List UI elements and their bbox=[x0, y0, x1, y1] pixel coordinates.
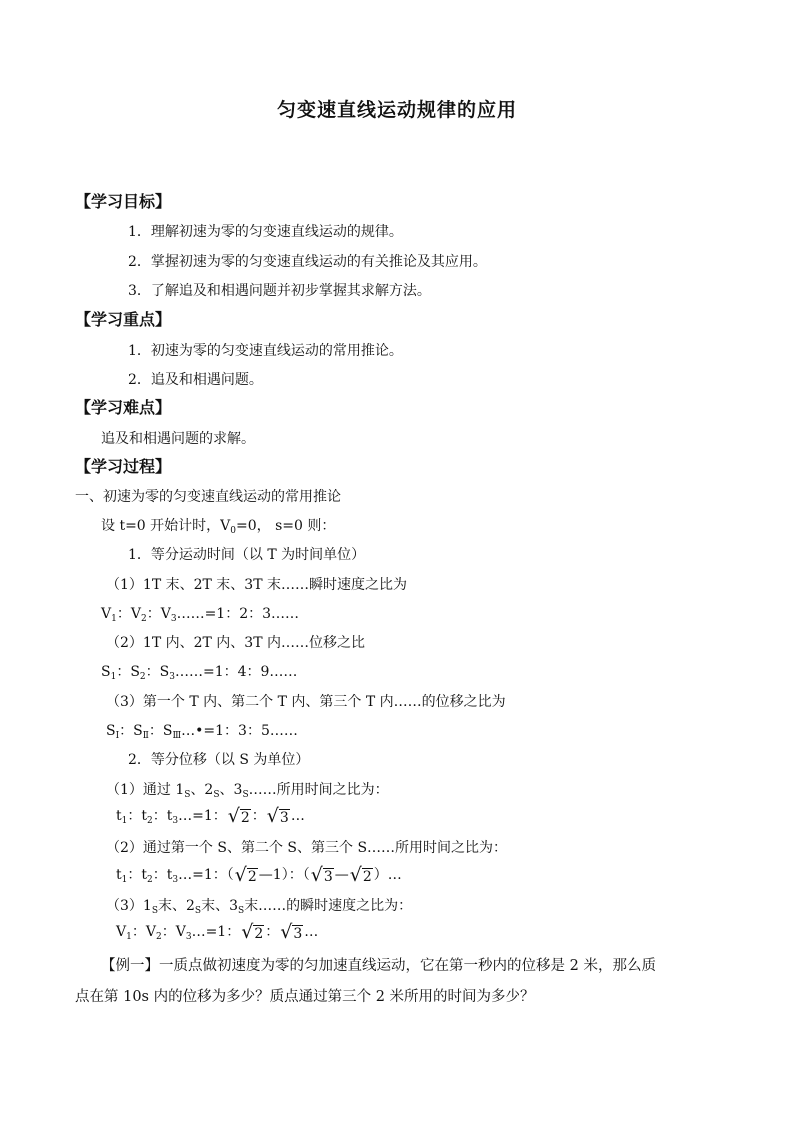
example-line-2: 点在第 10s 内的位移为多少？质点通过第三个 2 米所用的时间为多少？ bbox=[75, 989, 535, 1005]
equal-time-item-2: （2）1T 内、2T 内、3T 内……位移之比 bbox=[106, 635, 365, 651]
section-process-heading: 【学习过程】 bbox=[75, 457, 172, 476]
equal-displacement-item-1: （1）通过 $1_S$、$2_S$、$3_S\dots\dots$所用时间之比为： bbox=[106, 782, 389, 800]
difficult-item: 追及和相遇问题的求解。 bbox=[101, 431, 255, 447]
equal-time-item-1: （1）1T 末、2T 末、3T 末……瞬时速度之比为 bbox=[106, 577, 407, 593]
time-ratio-formula-2: $t_1$：$t_2$：$t_3\dots=1$：（√2 —1）：（√3 —√2 ）… bbox=[116, 864, 402, 886]
goal-item: 2．掌握初速为零的匀变速直线运动的有关推论及其应用。 bbox=[128, 254, 487, 270]
page-title: 匀变速直线运动规律的应用 bbox=[276, 99, 517, 121]
goal-item: 3．了解追及和相遇问题并初步掌握其求解方法。 bbox=[128, 283, 431, 299]
interval-displacement-formula: $S_Ⅰ$：$S_Ⅱ$：$S_Ⅲ\dots•=1$：3：5…… bbox=[106, 723, 298, 741]
section-difficult-heading: 【学习难点】 bbox=[75, 398, 172, 417]
velocity-ratio-formula: $V_1$：$V_2$：$V_3\dots\dots=1$：2：3…… bbox=[101, 606, 300, 624]
equal-displacement-title: 2．等分位移（以 S 为单位） bbox=[128, 752, 310, 768]
time-ratio-formula-1: $t_1$：$t_2$：$t_3\dots=1$：√2 ：√3 … bbox=[116, 805, 305, 827]
part1-title: 一、初速为零的匀变速直线运动的常用推论 bbox=[75, 489, 341, 505]
equal-time-title: 1．等分运动时间（以 T 为时间单位） bbox=[128, 547, 366, 563]
key-item: 1．初速为零的匀变速直线运动的常用推论。 bbox=[128, 343, 403, 359]
goal-item: 1．理解初速为零的匀变速直线运动的规律。 bbox=[128, 224, 403, 240]
equal-displacement-item-2: （2）通过第一个 S、第二个 S、第三个 S……所用时间之比为： bbox=[106, 840, 508, 856]
equal-displacement-item-3: $(3)1_S$末、$2_S$末、$3_S$末……的瞬时速度之比为： bbox=[106, 898, 413, 916]
key-item: 2．追及和相遇问题。 bbox=[128, 372, 263, 388]
velocity-ratio-formula-2: $V_1$：$V_2$：$V_3\dots=1$：√2 ：√3 … bbox=[116, 921, 319, 943]
example-label: 【例一】 bbox=[101, 958, 159, 974]
displacement-ratio-formula: $S_1$：$S_2$：$S_3\dots\dots=1$：4：9…… bbox=[101, 664, 298, 682]
section-key-heading: 【学习重点】 bbox=[75, 310, 172, 329]
example-line-1: 【例一】一质点做初速度为零的匀加速直线运动，它在第一秒内的位移是 2 米，那么质 bbox=[101, 958, 656, 974]
setup-text: 设 t=0 开始计时，$V_0=0$， s=0 则： bbox=[101, 518, 336, 536]
equal-time-item-3: （3）第一个 T 内、第二个 T 内、第三个 T 内……的位移之比为 bbox=[106, 694, 506, 710]
section-goals-heading: 【学习目标】 bbox=[75, 192, 172, 211]
